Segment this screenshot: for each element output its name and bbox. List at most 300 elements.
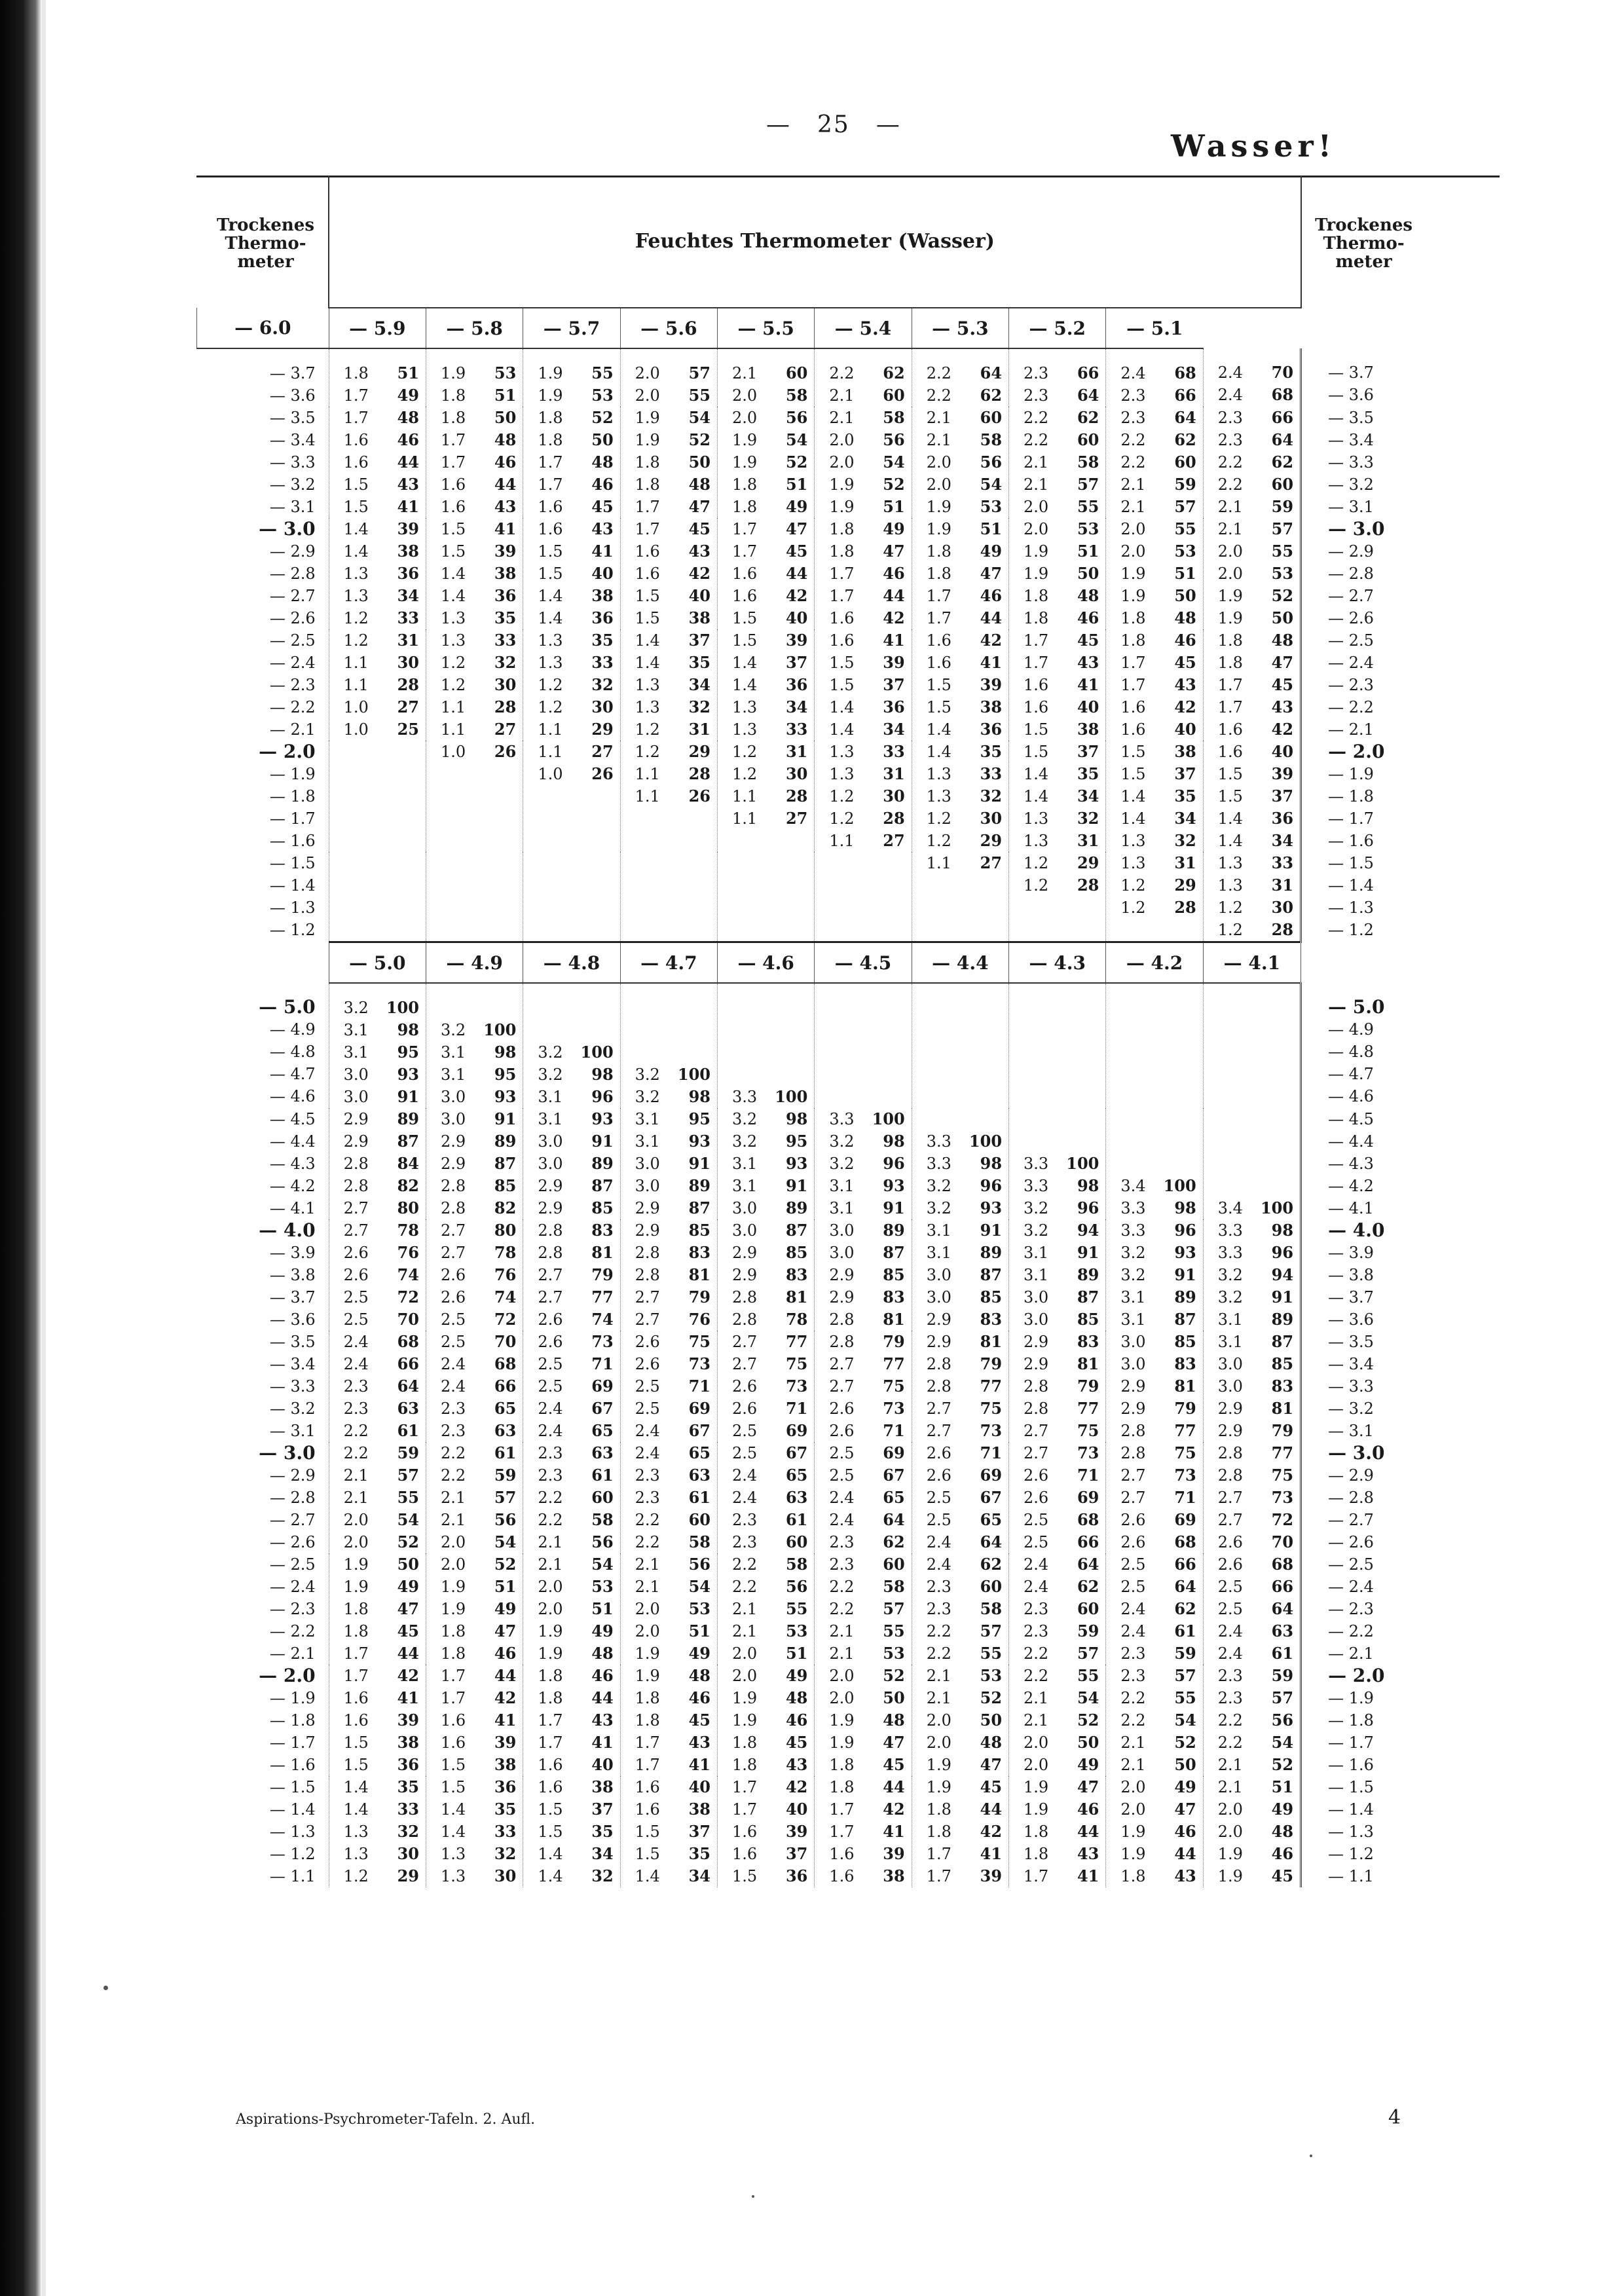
value-pair	[426, 607, 523, 629]
value-pair	[718, 1687, 814, 1709]
relative-humidity-value: 98	[883, 1132, 905, 1151]
vapor-pressure-value: 1.1	[440, 720, 466, 739]
value-pair	[1009, 1665, 1105, 1687]
vapor-pressure-value: 1.1	[538, 743, 563, 761]
dry-bulb-labels-left	[197, 518, 329, 629]
value-pair	[1106, 1642, 1202, 1665]
value-pair	[912, 1821, 1008, 1843]
vapor-pressure-value: 1.4	[829, 698, 855, 716]
relative-humidity-value: 54	[591, 1555, 614, 1574]
vapor-pressure-value: 1.2	[1217, 921, 1243, 939]
relative-humidity-value: 93	[1174, 1243, 1196, 1262]
dry-bulb-label: — 1.5	[269, 1778, 316, 1796]
relative-humidity-value: 42	[883, 1800, 905, 1819]
value-pair	[523, 1531, 619, 1553]
wet-bulb-column-header: — 5.8	[426, 308, 523, 348]
value-pair	[621, 785, 717, 807]
value-pair	[815, 1798, 911, 1821]
relative-humidity-value: 54	[1174, 1711, 1196, 1730]
vapor-pressure-value: 3.1	[926, 1221, 951, 1240]
value-pair	[718, 362, 814, 384]
relative-humidity-value: 51	[494, 386, 517, 405]
value-pair	[718, 607, 814, 629]
relative-humidity-value: 49	[688, 1644, 710, 1663]
vapor-pressure-value: 2.7	[1120, 1489, 1146, 1507]
running-head: Wasser!	[1171, 128, 1336, 164]
vapor-pressure-value: 1.2	[440, 654, 466, 672]
value-pair	[1106, 362, 1202, 384]
relative-humidity-value: 60	[1271, 475, 1294, 494]
relative-humidity-value: 98	[397, 1020, 419, 1039]
vapor-pressure-value: 1.2	[829, 809, 855, 828]
vapor-pressure-value: 2.8	[732, 1288, 758, 1306]
vapor-pressure-value: 2.3	[1024, 1600, 1049, 1618]
vapor-pressure-value: 2.2	[732, 1578, 758, 1596]
vapor-pressure-value: 3.1	[1024, 1244, 1049, 1262]
vapor-pressure-value: 2.3	[538, 1466, 563, 1485]
relative-humidity-value: 33	[883, 742, 905, 761]
vapor-pressure-value: 2.8	[635, 1266, 660, 1284]
vapor-pressure-value: 2.0	[926, 475, 951, 494]
value-pair	[426, 1331, 523, 1353]
vapor-pressure-value: 2.8	[538, 1221, 563, 1240]
vapor-pressure-value: 1.0	[538, 765, 563, 783]
vapor-pressure-value: 3.0	[829, 1221, 855, 1240]
value-pair	[912, 1420, 1008, 1442]
vapor-pressure-value: 2.3	[635, 1466, 660, 1485]
value-pair	[1204, 473, 1300, 496]
value-pair	[815, 807, 911, 830]
relative-humidity-value: 48	[785, 1688, 808, 1707]
vapor-pressure-value: 3.1	[635, 1110, 660, 1128]
value-pair	[718, 1464, 814, 1487]
relative-humidity-value: 58	[980, 430, 1003, 449]
dry-bulb-label: — 1.8	[1328, 1711, 1374, 1730]
value-pair	[1106, 1286, 1202, 1308]
vapor-pressure-value: 1.8	[732, 1733, 758, 1752]
vapor-pressure-value: 1.7	[1024, 1867, 1049, 1885]
value-pair	[329, 1219, 426, 1242]
relative-humidity-value: 32	[591, 675, 614, 694]
relative-humidity-value: 46	[591, 475, 614, 494]
vapor-pressure-value: 2.4	[732, 1489, 758, 1507]
vapor-pressure-value: 1.6	[1217, 743, 1243, 761]
relative-humidity-value: 53	[688, 1599, 710, 1618]
vapor-pressure-value: 1.9	[538, 364, 563, 382]
value-pair	[1204, 1843, 1300, 1865]
vapor-pressure-value: 1.7	[829, 1823, 855, 1841]
table-cell	[1203, 741, 1301, 852]
value-pair	[815, 1531, 911, 1553]
vapor-pressure-value: 3.0	[926, 1266, 951, 1284]
relative-humidity-value: 41	[883, 631, 905, 650]
relative-humidity-value: 43	[688, 1733, 710, 1752]
value-pair	[329, 1598, 426, 1620]
relative-humidity-value: 31	[785, 742, 808, 761]
relative-humidity-value: 42	[980, 631, 1003, 650]
relative-humidity-value: 41	[494, 519, 517, 538]
relative-humidity-value: 85	[1174, 1332, 1196, 1351]
value-pair	[1106, 741, 1202, 763]
value-pair	[912, 496, 1008, 518]
relative-humidity-value: 67	[980, 1488, 1003, 1507]
relative-humidity-value: 51	[980, 519, 1003, 538]
value-pair	[815, 1420, 911, 1442]
vapor-pressure-value: 2.0	[538, 1600, 563, 1618]
vapor-pressure-value: 1.7	[440, 453, 466, 472]
vapor-pressure-value: 1.9	[1120, 1823, 1146, 1841]
relative-humidity-value: 51	[688, 1621, 710, 1640]
vapor-pressure-value: 2.3	[343, 1377, 369, 1396]
vapor-pressure-value: 2.1	[635, 1555, 660, 1574]
relative-humidity-value: 31	[1271, 876, 1294, 895]
vapor-pressure-value: 1.2	[635, 720, 660, 739]
value-pair	[1106, 674, 1202, 696]
relative-humidity-value: 62	[1174, 430, 1196, 449]
relative-humidity-value: 68	[1271, 1555, 1294, 1574]
relative-humidity-value: 60	[1174, 453, 1196, 472]
vapor-pressure-value: 1.6	[343, 431, 369, 449]
table-cell	[329, 1108, 426, 1219]
value-pair	[815, 1197, 911, 1219]
table-cell	[1106, 407, 1203, 518]
relative-humidity-value: 59	[494, 1466, 517, 1485]
value-pair	[1009, 585, 1105, 607]
relative-humidity-value: 29	[1077, 853, 1099, 872]
relative-humidity-value: 69	[883, 1443, 905, 1462]
value-pair	[1009, 652, 1105, 674]
dry-bulb-label: — 1.6	[1328, 1756, 1374, 1774]
relative-humidity-value: 42	[980, 1822, 1003, 1841]
relative-humidity-value: 48	[591, 453, 614, 472]
relative-humidity-value: 38	[591, 1777, 614, 1796]
relative-humidity-value: 61	[688, 1488, 710, 1507]
dry-bulb-label: — 3.4	[1328, 1355, 1374, 1373]
relative-humidity-value: 74	[591, 1310, 614, 1329]
vapor-pressure-value: 2.0	[732, 409, 758, 427]
value-pair	[523, 1576, 619, 1598]
vapor-pressure-value: 2.6	[1024, 1466, 1049, 1485]
value-pair	[426, 429, 523, 451]
value-pair	[718, 1509, 814, 1531]
value-pair	[1204, 718, 1300, 741]
value-pair	[329, 1375, 426, 1398]
vapor-pressure-value: 1.8	[538, 1667, 563, 1685]
value-pair	[815, 629, 911, 652]
relative-humidity-value: 94	[1271, 1265, 1294, 1284]
value-pair	[523, 1442, 619, 1464]
relative-humidity-value: 96	[1174, 1221, 1196, 1240]
relative-humidity-value: 30	[785, 764, 808, 783]
table-cell	[523, 1219, 620, 1331]
relative-humidity-value: 34	[1174, 809, 1196, 828]
value-pair	[621, 997, 717, 1019]
dry-bulb-labels-right	[1301, 1776, 1441, 1887]
value-pair	[912, 1308, 1008, 1331]
value-pair	[1204, 1531, 1300, 1553]
dry-bulb-label: — 2.6	[269, 609, 316, 627]
vapor-pressure-value: 2.5	[538, 1355, 563, 1373]
vapor-pressure-value: 2.4	[1217, 1622, 1243, 1640]
vapor-pressure-value: 1.4	[635, 654, 660, 672]
vapor-pressure-value: 2.3	[440, 1399, 466, 1418]
value-pair	[621, 1041, 717, 1064]
table-cell	[426, 1553, 523, 1665]
table-cell	[1009, 518, 1106, 629]
relative-humidity-value: 38	[1077, 720, 1099, 739]
dry-bulb-label: — 3.0	[1328, 1442, 1385, 1464]
value-pair	[1009, 407, 1105, 429]
table-cell	[426, 1219, 523, 1331]
relative-humidity-value: 46	[1271, 1844, 1294, 1863]
vapor-pressure-value: 3.2	[829, 1155, 855, 1173]
value-pair	[1009, 1442, 1105, 1464]
dry-bulb-label: — 3.3	[1328, 1377, 1374, 1396]
table-cell	[718, 348, 815, 407]
vapor-pressure-value: 2.5	[343, 1288, 369, 1306]
value-pair	[621, 1620, 717, 1642]
relative-humidity-value: 45	[1077, 631, 1099, 650]
vapor-pressure-value: 2.7	[1120, 1466, 1146, 1485]
vapor-pressure-value: 3.3	[926, 1132, 951, 1151]
value-pair	[912, 585, 1008, 607]
relative-humidity-value: 64	[1271, 430, 1294, 449]
vapor-pressure-value: 1.9	[1217, 587, 1243, 605]
relative-humidity-value: 47	[1077, 1777, 1099, 1796]
relative-humidity-value: 38	[883, 1866, 905, 1885]
value-pair	[1106, 1821, 1202, 1843]
relative-humidity-value: 35	[494, 608, 517, 627]
value-pair	[718, 1331, 814, 1353]
vapor-pressure-value: 1.3	[1120, 854, 1146, 872]
relative-humidity-value: 66	[1077, 363, 1099, 382]
table-cell	[329, 1331, 426, 1442]
vapor-pressure-value: 3.0	[1120, 1333, 1146, 1351]
relative-humidity-value: 54	[1271, 1733, 1294, 1752]
vapor-pressure-value: 3.0	[1120, 1355, 1146, 1373]
dry-bulb-labels-right	[1301, 983, 1441, 1108]
table-cell	[329, 983, 426, 1108]
relative-humidity-value: 37	[688, 1822, 710, 1841]
value-pair	[1204, 1776, 1300, 1798]
vapor-pressure-value: 1.9	[538, 1622, 563, 1640]
value-pair	[329, 1798, 426, 1821]
value-pair	[1204, 1464, 1300, 1487]
table-cell	[1106, 1553, 1203, 1665]
value-pair	[1204, 585, 1300, 607]
relative-humidity-value: 74	[397, 1265, 419, 1284]
vapor-pressure-value: 2.4	[635, 1444, 660, 1462]
vapor-pressure-value: 1.1	[635, 787, 660, 805]
wet-bulb-column-header: — 4.1	[1203, 942, 1301, 984]
value-pair	[426, 1553, 523, 1576]
relative-humidity-value: 68	[494, 1354, 517, 1373]
value-pair	[329, 1242, 426, 1264]
relative-humidity-value: 75	[688, 1332, 710, 1351]
value-pair	[1009, 1130, 1105, 1153]
relative-humidity-value: 36	[397, 1755, 419, 1774]
relative-humidity-value: 58	[883, 1577, 905, 1596]
vapor-pressure-value: 1.8	[926, 1800, 951, 1819]
relative-humidity-value: 44	[785, 564, 808, 583]
relative-humidity-value: 89	[883, 1221, 905, 1240]
vapor-pressure-value: 1.5	[926, 676, 951, 694]
vapor-pressure-value: 1.8	[829, 520, 855, 538]
vapor-pressure-value: 1.3	[1120, 832, 1146, 850]
value-pair	[815, 384, 911, 407]
relative-humidity-value: 73	[980, 1421, 1003, 1440]
relative-humidity-value: 42	[883, 608, 905, 627]
value-pair	[621, 1242, 717, 1264]
value-pair	[1009, 1286, 1105, 1308]
vapor-pressure-value: 1.9	[1024, 565, 1049, 583]
relative-humidity-value: 46	[397, 430, 419, 449]
value-pair	[815, 585, 911, 607]
value-pair	[621, 540, 717, 563]
value-pair	[1106, 451, 1202, 473]
vapor-pressure-value: 2.0	[926, 453, 951, 472]
vapor-pressure-value: 3.3	[926, 1155, 951, 1173]
value-pair	[329, 496, 426, 518]
vapor-pressure-value: 1.2	[440, 676, 466, 694]
relative-humidity-value: 91	[397, 1087, 419, 1106]
value-pair	[523, 1821, 619, 1843]
table-cell	[620, 852, 717, 942]
dry-bulb-label: — 1.5	[269, 854, 316, 872]
wet-bulb-column-header: — 5.2	[1009, 308, 1106, 348]
value-pair	[523, 1398, 619, 1420]
vapor-pressure-value: 1.6	[635, 1800, 660, 1819]
dry-bulb-label: — 1.9	[269, 765, 316, 783]
relative-humidity-value: 53	[1271, 564, 1294, 583]
relative-humidity-value: 56	[591, 1532, 614, 1551]
value-pair	[718, 652, 814, 674]
value-pair	[718, 718, 814, 741]
vapor-pressure-value: 2.7	[926, 1399, 951, 1418]
table-cell	[426, 1665, 523, 1776]
relative-humidity-value: 93	[591, 1109, 614, 1128]
dry-bulb-label: — 2.0	[259, 741, 316, 762]
vapor-pressure-value: 3.1	[538, 1110, 563, 1128]
relative-humidity-value: 81	[1174, 1377, 1196, 1396]
vapor-pressure-value: 1.8	[635, 1689, 660, 1707]
vapor-pressure-value: 2.9	[635, 1199, 660, 1217]
vapor-pressure-value: 1.9	[1024, 1800, 1049, 1819]
vapor-pressure-value: 2.2	[538, 1489, 563, 1507]
relative-humidity-value: 46	[1174, 631, 1196, 650]
vapor-pressure-value: 1.6	[538, 498, 563, 516]
relative-humidity-value: 33	[785, 720, 808, 739]
dry-bulb-label: — 1.8	[1328, 787, 1374, 805]
dry-bulb-label: — 2.0	[1328, 1665, 1385, 1686]
relative-humidity-value: 38	[397, 542, 419, 561]
value-pair	[621, 407, 717, 429]
dry-bulb-label: — 3.3	[1328, 453, 1374, 472]
value-pair	[1106, 1442, 1202, 1464]
relative-humidity-value: 47	[980, 564, 1003, 583]
relative-humidity-value: 43	[591, 519, 614, 538]
table-cell	[1106, 1442, 1203, 1553]
relative-humidity-value: 41	[397, 1688, 419, 1707]
vapor-pressure-value: 2.9	[926, 1310, 951, 1329]
relative-humidity-value: 38	[1174, 742, 1196, 761]
relative-humidity-value: 47	[1271, 653, 1294, 672]
value-pair	[718, 629, 814, 652]
value-pair	[718, 1308, 814, 1331]
value-pair	[1106, 1531, 1202, 1553]
table-cell	[1009, 348, 1106, 407]
value-pair	[912, 785, 1008, 807]
value-pair	[1106, 473, 1202, 496]
relative-humidity-value: 81	[591, 1243, 614, 1262]
relative-humidity-value: 40	[1174, 720, 1196, 739]
table-cell	[426, 1331, 523, 1442]
relative-humidity-value: 61	[591, 1466, 614, 1485]
value-pair	[1106, 1219, 1202, 1242]
vapor-pressure-value: 3.2	[1120, 1244, 1146, 1262]
table-cell	[912, 852, 1008, 942]
vapor-pressure-value: 1.6	[732, 587, 758, 605]
relative-humidity-value: 69	[591, 1377, 614, 1396]
table-cell	[815, 1331, 912, 1442]
vapor-pressure-value: 1.8	[1217, 631, 1243, 650]
relative-humidity-value: 44	[980, 1800, 1003, 1819]
table-cell	[1203, 1553, 1301, 1665]
dry-bulb-label: — 2.1	[269, 720, 316, 739]
table-cell	[1009, 983, 1106, 1108]
vapor-pressure-value: 2.0	[926, 1733, 951, 1752]
relative-humidity-value: 67	[785, 1443, 808, 1462]
dry-bulb-labels-right	[1301, 518, 1441, 629]
value-pair	[1106, 1108, 1202, 1130]
dry-bulb-label: — 4.2	[269, 1177, 316, 1195]
vapor-pressure-value: 3.1	[538, 1088, 563, 1106]
vapor-pressure-value: 1.9	[343, 1555, 369, 1574]
relative-humidity-value: 47	[494, 1621, 517, 1640]
relative-humidity-value: 46	[591, 1666, 614, 1685]
dry-bulb-label: — 1.6	[269, 832, 316, 850]
table-cell	[1106, 741, 1203, 852]
table-row-group	[197, 983, 1441, 1108]
value-pair	[1204, 451, 1300, 473]
relative-humidity-value: 50	[883, 1688, 905, 1707]
value-pair	[329, 1709, 426, 1731]
relative-humidity-value: 83	[688, 1243, 710, 1262]
value-pair	[718, 1642, 814, 1665]
value-pair	[426, 1308, 523, 1331]
relative-humidity-value: 53	[883, 1644, 905, 1663]
value-pair	[621, 1642, 717, 1665]
vapor-pressure-value: 1.1	[732, 787, 758, 805]
relative-humidity-value: 30	[494, 675, 517, 694]
relative-humidity-value: 47	[1174, 1800, 1196, 1819]
relative-humidity-value: 70	[494, 1332, 517, 1351]
value-pair	[1009, 451, 1105, 473]
relative-humidity-value: 51	[883, 497, 905, 516]
relative-humidity-value: 69	[688, 1399, 710, 1418]
vapor-pressure-value: 2.5	[926, 1489, 951, 1507]
vapor-pressure-value: 2.7	[732, 1355, 758, 1373]
value-pair	[523, 741, 619, 763]
relative-humidity-value: 40	[688, 1777, 710, 1796]
table-cell	[523, 1776, 620, 1887]
value-pair	[1204, 1353, 1300, 1375]
vapor-pressure-value: 1.2	[1217, 898, 1243, 917]
relative-humidity-value: 44	[494, 1666, 517, 1685]
value-pair	[1106, 874, 1202, 897]
table-cell	[1009, 741, 1106, 852]
dry-bulb-label: — 3.8	[1328, 1266, 1374, 1284]
